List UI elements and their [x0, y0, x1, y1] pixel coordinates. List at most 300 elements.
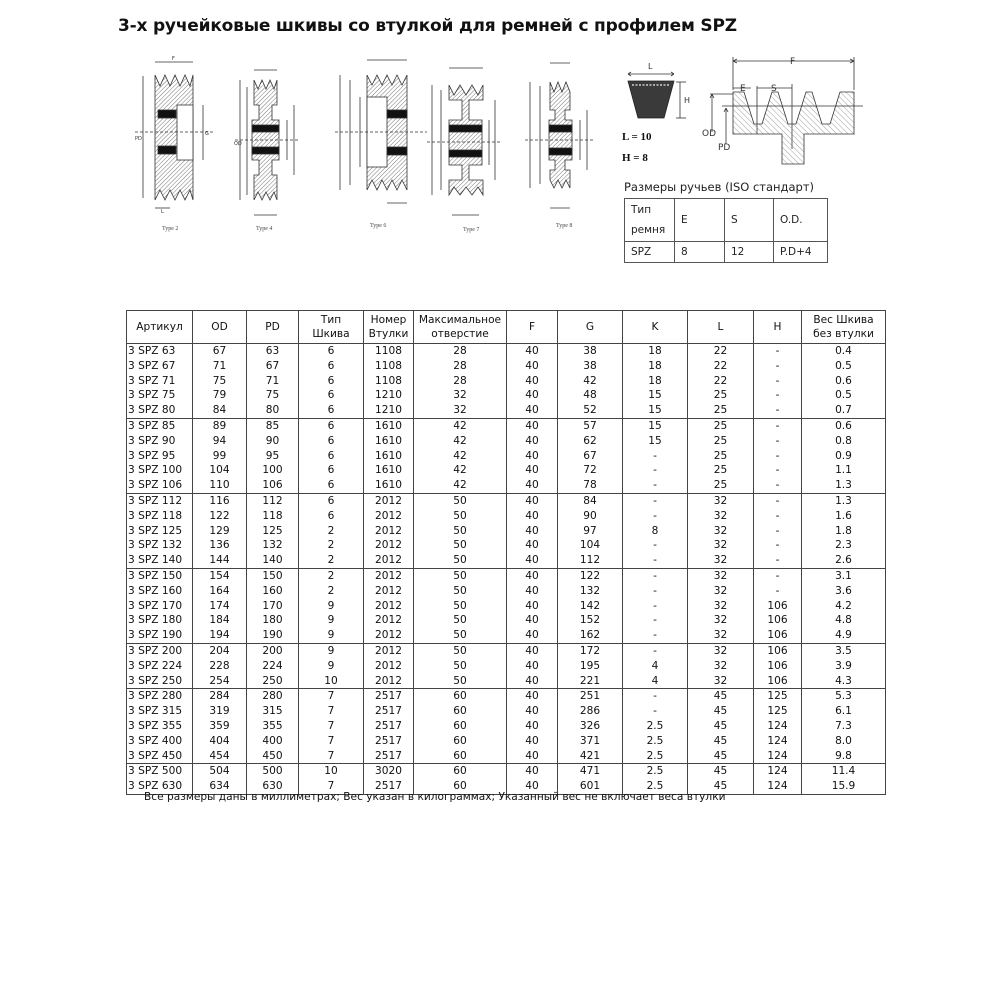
article-cell: 3 SPZ 106 — [127, 478, 193, 493]
article-cell: 3 SPZ 95 — [127, 449, 193, 464]
table-cell: 15 — [623, 434, 688, 449]
table-cell: 1.3 — [802, 478, 886, 493]
iso-header-belt-type: Тип ремня — [625, 199, 675, 242]
table-cell: 286 — [558, 704, 623, 719]
table-cell: 72 — [558, 463, 623, 478]
table-cell: 42 — [414, 478, 507, 493]
iso-cell: P.D+4 — [774, 242, 828, 263]
table-cell: - — [623, 643, 688, 658]
page-title: 3-х ручейковые шкивы со втулкой для ремней с профилем SPZ — [118, 16, 737, 36]
table-cell: 42 — [414, 463, 507, 478]
table-cell: - — [623, 538, 688, 553]
table-cell: 224 — [247, 659, 299, 674]
table-cell: 2.5 — [623, 779, 688, 794]
table-cell: 2 — [299, 524, 364, 539]
article-cell: 3 SPZ 80 — [127, 403, 193, 418]
type-6-label: Type 6 — [370, 223, 387, 229]
table-cell: 9 — [299, 613, 364, 628]
table-cell: 110 — [193, 478, 247, 493]
table-cell: 9 — [299, 643, 364, 658]
table-cell: 45 — [688, 719, 754, 734]
table-cell: 7 — [299, 734, 364, 749]
table-cell: 118 — [247, 509, 299, 524]
table-cell: 2517 — [364, 749, 414, 764]
table-cell: 45 — [688, 749, 754, 764]
article-cell: 3 SPZ 140 — [127, 553, 193, 568]
table-row — [127, 553, 886, 568]
table-cell: 6 — [299, 374, 364, 389]
table-cell: - — [754, 344, 802, 359]
table-cell: 3.1 — [802, 568, 886, 583]
table-cell: 40 — [507, 478, 558, 493]
table-cell: 75 — [247, 388, 299, 403]
iso-table-header-row — [625, 199, 828, 242]
table-cell: 40 — [507, 493, 558, 508]
table-cell: 6 — [299, 449, 364, 464]
table-cell: 40 — [507, 764, 558, 779]
table-cell: 371 — [558, 734, 623, 749]
table-row — [127, 509, 886, 524]
table-row — [127, 719, 886, 734]
table-cell: 28 — [414, 374, 507, 389]
table-cell: 32 — [414, 403, 507, 418]
table-cell: 22 — [688, 374, 754, 389]
svg-text:F: F — [172, 56, 175, 62]
table-cell: 136 — [193, 538, 247, 553]
table-cell: 40 — [507, 568, 558, 583]
table-cell: 421 — [558, 749, 623, 764]
table-cell: 104 — [558, 538, 623, 553]
table-cell: 634 — [193, 779, 247, 794]
table-row — [127, 704, 886, 719]
table-cell: 95 — [247, 449, 299, 464]
article-cell: 3 SPZ 630 — [127, 779, 193, 794]
table-cell: 1.6 — [802, 509, 886, 524]
table-cell: 1610 — [364, 449, 414, 464]
table-cell: 112 — [558, 553, 623, 568]
table-cell: 50 — [414, 584, 507, 599]
article-cell: 3 SPZ 90 — [127, 434, 193, 449]
header-max-bore: Максимальное отверстие — [414, 311, 507, 344]
table-cell: - — [754, 493, 802, 508]
table-cell: 45 — [688, 764, 754, 779]
table-cell: 280 — [247, 689, 299, 704]
table-cell: 25 — [688, 449, 754, 464]
table-cell: 2012 — [364, 509, 414, 524]
table-row — [127, 568, 886, 583]
table-row — [127, 689, 886, 704]
table-cell: 90 — [558, 509, 623, 524]
spec-table-header-row — [127, 311, 886, 344]
table-cell: 3020 — [364, 764, 414, 779]
table-cell: 94 — [193, 434, 247, 449]
groove-f-label: F — [790, 57, 796, 67]
table-cell: 40 — [507, 643, 558, 658]
belt-dimensions — [622, 127, 652, 169]
table-cell: 2517 — [364, 734, 414, 749]
table-cell: 15 — [623, 403, 688, 418]
table-cell: 50 — [414, 493, 507, 508]
pulley-type-7-drawing — [427, 65, 502, 225]
article-cell: 3 SPZ 71 — [127, 374, 193, 389]
table-cell: 2517 — [364, 719, 414, 734]
table-cell: 2012 — [364, 613, 414, 628]
header-weight: Вес Шкива без втулки — [802, 311, 886, 344]
table-cell: 6.1 — [802, 704, 886, 719]
table-cell: 8.0 — [802, 734, 886, 749]
table-cell: 630 — [247, 779, 299, 794]
table-cell: 2517 — [364, 689, 414, 704]
table-cell: 3.9 — [802, 659, 886, 674]
table-cell: 32 — [688, 584, 754, 599]
table-cell: 50 — [414, 538, 507, 553]
table-cell: 500 — [247, 764, 299, 779]
table-cell: 2012 — [364, 524, 414, 539]
table-cell: - — [754, 553, 802, 568]
article-cell: 3 SPZ 500 — [127, 764, 193, 779]
article-cell: 3 SPZ 67 — [127, 359, 193, 374]
table-cell: 4 — [623, 659, 688, 674]
table-cell: 15 — [623, 388, 688, 403]
table-cell: 0.6 — [802, 374, 886, 389]
table-row — [127, 734, 886, 749]
pulley-type-2-drawing — [125, 50, 230, 225]
table-cell: - — [623, 509, 688, 524]
article-cell: 3 SPZ 250 — [127, 674, 193, 689]
iso-cell: SPZ — [625, 242, 675, 263]
table-cell: 4.9 — [802, 628, 886, 643]
table-cell: 140 — [247, 553, 299, 568]
table-cell: 32 — [688, 553, 754, 568]
table-cell: 1610 — [364, 418, 414, 433]
table-cell: 15.9 — [802, 779, 886, 794]
table-cell: 154 — [193, 568, 247, 583]
table-cell: - — [623, 584, 688, 599]
table-row — [127, 613, 886, 628]
table-cell: 194 — [193, 628, 247, 643]
table-cell: 40 — [507, 388, 558, 403]
table-cell: 40 — [507, 584, 558, 599]
article-cell: 3 SPZ 355 — [127, 719, 193, 734]
table-cell: 116 — [193, 493, 247, 508]
table-cell: 2.5 — [623, 749, 688, 764]
article-cell: 3 SPZ 112 — [127, 493, 193, 508]
table-cell: 172 — [558, 643, 623, 658]
table-cell: 2.5 — [623, 734, 688, 749]
table-cell: 6 — [299, 388, 364, 403]
iso-cell: 8 — [675, 242, 725, 263]
table-cell: 132 — [558, 584, 623, 599]
table-row — [127, 599, 886, 614]
table-cell: 100 — [247, 463, 299, 478]
table-cell: 160 — [247, 584, 299, 599]
pulley-spec-table — [126, 310, 886, 795]
table-cell: 9 — [299, 659, 364, 674]
table-cell: 0.6 — [802, 418, 886, 433]
table-cell: 1108 — [364, 359, 414, 374]
article-cell: 3 SPZ 400 — [127, 734, 193, 749]
table-cell: - — [754, 463, 802, 478]
table-cell: 2517 — [364, 704, 414, 719]
table-cell: 99 — [193, 449, 247, 464]
table-cell: 32 — [688, 613, 754, 628]
table-cell: 106 — [754, 613, 802, 628]
table-cell: 170 — [247, 599, 299, 614]
table-cell: 40 — [507, 689, 558, 704]
article-cell: 3 SPZ 100 — [127, 463, 193, 478]
table-cell: 2012 — [364, 584, 414, 599]
table-row — [127, 403, 886, 418]
table-cell: 15 — [623, 418, 688, 433]
table-cell: 454 — [193, 749, 247, 764]
table-cell: 40 — [507, 524, 558, 539]
table-cell: 180 — [247, 613, 299, 628]
table-cell: 6 — [299, 493, 364, 508]
table-cell: 124 — [754, 749, 802, 764]
table-cell: - — [754, 584, 802, 599]
table-cell: 60 — [414, 719, 507, 734]
iso-cell: 12 — [725, 242, 774, 263]
table-cell: 45 — [688, 689, 754, 704]
table-cell: 195 — [558, 659, 623, 674]
table-cell: 326 — [558, 719, 623, 734]
svg-text:PD: PD — [135, 136, 142, 142]
table-cell: 7 — [299, 689, 364, 704]
table-cell: 106 — [754, 643, 802, 658]
table-cell: 71 — [193, 359, 247, 374]
article-cell: 3 SPZ 180 — [127, 613, 193, 628]
table-cell: 67 — [193, 344, 247, 359]
table-cell: 40 — [507, 599, 558, 614]
table-cell: 32 — [688, 599, 754, 614]
table-cell: 40 — [507, 719, 558, 734]
table-cell: 38 — [558, 359, 623, 374]
belt-l-label: L — [648, 62, 653, 71]
type-7-label: Type 7 — [463, 227, 480, 233]
table-cell: - — [754, 509, 802, 524]
table-cell: 48 — [558, 388, 623, 403]
table-cell: 52 — [558, 403, 623, 418]
article-cell: 3 SPZ 200 — [127, 643, 193, 658]
table-cell: 63 — [247, 344, 299, 359]
belt-l-value: L = 10 — [622, 131, 652, 143]
table-cell: 25 — [688, 478, 754, 493]
article-cell: 3 SPZ 150 — [127, 568, 193, 583]
table-cell: 7.3 — [802, 719, 886, 734]
iso-header-s: S — [725, 199, 774, 242]
table-cell: 7 — [299, 779, 364, 794]
article-cell: 3 SPZ 170 — [127, 599, 193, 614]
table-cell: 40 — [507, 613, 558, 628]
table-cell: 4.3 — [802, 674, 886, 689]
table-cell: 174 — [193, 599, 247, 614]
table-cell: 50 — [414, 659, 507, 674]
table-cell: 60 — [414, 749, 507, 764]
table-cell: 4.2 — [802, 599, 886, 614]
table-cell: 6 — [299, 509, 364, 524]
header-g: G — [558, 311, 623, 344]
table-cell: 2012 — [364, 538, 414, 553]
table-cell: - — [623, 599, 688, 614]
table-cell: - — [623, 463, 688, 478]
table-cell: 1610 — [364, 478, 414, 493]
table-row — [127, 374, 886, 389]
table-cell: 40 — [507, 403, 558, 418]
table-cell: 2 — [299, 568, 364, 583]
table-cell: 162 — [558, 628, 623, 643]
pulley-type-4-drawing — [232, 65, 302, 225]
table-cell: 40 — [507, 359, 558, 374]
table-cell: - — [623, 449, 688, 464]
table-cell: 80 — [247, 403, 299, 418]
table-cell: 50 — [414, 553, 507, 568]
table-cell: 1210 — [364, 388, 414, 403]
table-row — [127, 659, 886, 674]
table-cell: 106 — [754, 674, 802, 689]
table-cell: 164 — [193, 584, 247, 599]
table-cell: 28 — [414, 359, 507, 374]
table-cell: 40 — [507, 749, 558, 764]
table-cell: 85 — [247, 418, 299, 433]
table-cell: 184 — [193, 613, 247, 628]
table-row — [127, 478, 886, 493]
article-cell: 3 SPZ 85 — [127, 418, 193, 433]
table-cell: 28 — [414, 344, 507, 359]
table-cell: 40 — [507, 779, 558, 794]
table-cell: - — [623, 493, 688, 508]
header-h: H — [754, 311, 802, 344]
table-cell: 106 — [754, 628, 802, 643]
table-cell: 124 — [754, 719, 802, 734]
table-cell: 22 — [688, 344, 754, 359]
table-cell: 150 — [247, 568, 299, 583]
table-cell: 25 — [688, 463, 754, 478]
table-cell: 90 — [247, 434, 299, 449]
iso-header-e: E — [675, 199, 725, 242]
footnote: Все размеры даны в миллиметрах; Вес указан в килограммах; Указанный вес не включает веса втулки — [144, 791, 726, 803]
table-cell: 4 — [623, 674, 688, 689]
table-cell: - — [623, 704, 688, 719]
table-cell: 104 — [193, 463, 247, 478]
table-cell: - — [754, 418, 802, 433]
table-cell: 42 — [558, 374, 623, 389]
table-cell: 75 — [193, 374, 247, 389]
header-l: L — [688, 311, 754, 344]
table-cell: 32 — [688, 643, 754, 658]
table-cell: 50 — [414, 628, 507, 643]
table-cell: 79 — [193, 388, 247, 403]
groove-od-label: OD — [702, 129, 717, 139]
table-cell: 84 — [558, 493, 623, 508]
table-cell: 1610 — [364, 434, 414, 449]
table-cell: 40 — [507, 659, 558, 674]
table-cell: 50 — [414, 568, 507, 583]
table-cell: 89 — [193, 418, 247, 433]
belt-h-value: H = 8 — [622, 152, 648, 164]
table-cell: 190 — [247, 628, 299, 643]
table-cell: - — [754, 388, 802, 403]
table-cell: 18 — [623, 359, 688, 374]
table-cell: 132 — [247, 538, 299, 553]
table-row — [127, 749, 886, 764]
groove-s-label: S — [771, 84, 777, 94]
table-cell: 8 — [623, 524, 688, 539]
table-cell: 38 — [558, 344, 623, 359]
table-cell: 45 — [688, 704, 754, 719]
table-cell: 122 — [558, 568, 623, 583]
pulley-type-drawings — [120, 50, 620, 245]
table-cell: 106 — [754, 599, 802, 614]
table-cell: 4.8 — [802, 613, 886, 628]
table-cell: - — [623, 553, 688, 568]
table-row — [127, 538, 886, 553]
table-cell: 2012 — [364, 659, 414, 674]
svg-text:OD: OD — [234, 141, 242, 147]
table-cell: - — [754, 478, 802, 493]
table-cell: - — [623, 628, 688, 643]
table-cell: 6 — [299, 344, 364, 359]
table-cell: 40 — [507, 418, 558, 433]
article-cell: 3 SPZ 118 — [127, 509, 193, 524]
table-row — [127, 674, 886, 689]
table-cell: 204 — [193, 643, 247, 658]
table-cell: 1108 — [364, 344, 414, 359]
table-cell: 2.6 — [802, 553, 886, 568]
table-cell: 62 — [558, 434, 623, 449]
table-cell: 254 — [193, 674, 247, 689]
table-cell: - — [754, 359, 802, 374]
table-cell: 32 — [688, 659, 754, 674]
belt-h-label: H — [684, 96, 691, 105]
article-cell: 3 SPZ 190 — [127, 628, 193, 643]
table-cell: 78 — [558, 478, 623, 493]
table-row — [127, 359, 886, 374]
table-cell: 40 — [507, 434, 558, 449]
table-cell: 1610 — [364, 463, 414, 478]
table-cell: 50 — [414, 613, 507, 628]
table-cell: 25 — [688, 403, 754, 418]
type-4-label: Type 4 — [256, 226, 273, 232]
table-cell: 2 — [299, 553, 364, 568]
article-cell: 3 SPZ 75 — [127, 388, 193, 403]
article-cell: 3 SPZ 125 — [127, 524, 193, 539]
table-cell: - — [754, 524, 802, 539]
iso-table-caption: Размеры ручьев (ISO стандарт) — [624, 180, 815, 194]
table-cell: 50 — [414, 674, 507, 689]
article-cell: 3 SPZ 224 — [127, 659, 193, 674]
article-cell: 3 SPZ 132 — [127, 538, 193, 553]
table-cell: 404 — [193, 734, 247, 749]
table-cell: 504 — [193, 764, 247, 779]
table-cell: 2012 — [364, 674, 414, 689]
table-cell: 32 — [688, 538, 754, 553]
table-cell: - — [623, 613, 688, 628]
article-cell: 3 SPZ 450 — [127, 749, 193, 764]
table-row — [127, 434, 886, 449]
table-cell: 84 — [193, 403, 247, 418]
svg-text:L: L — [161, 209, 164, 215]
table-cell: 40 — [507, 344, 558, 359]
table-cell: 32 — [688, 524, 754, 539]
table-cell: 2 — [299, 538, 364, 553]
table-cell: 57 — [558, 418, 623, 433]
table-cell: 142 — [558, 599, 623, 614]
header-pulley-type: Тип Шкива — [299, 311, 364, 344]
table-cell: 471 — [558, 764, 623, 779]
table-cell: 18 — [623, 344, 688, 359]
table-cell: 0.8 — [802, 434, 886, 449]
table-cell: 6 — [299, 434, 364, 449]
